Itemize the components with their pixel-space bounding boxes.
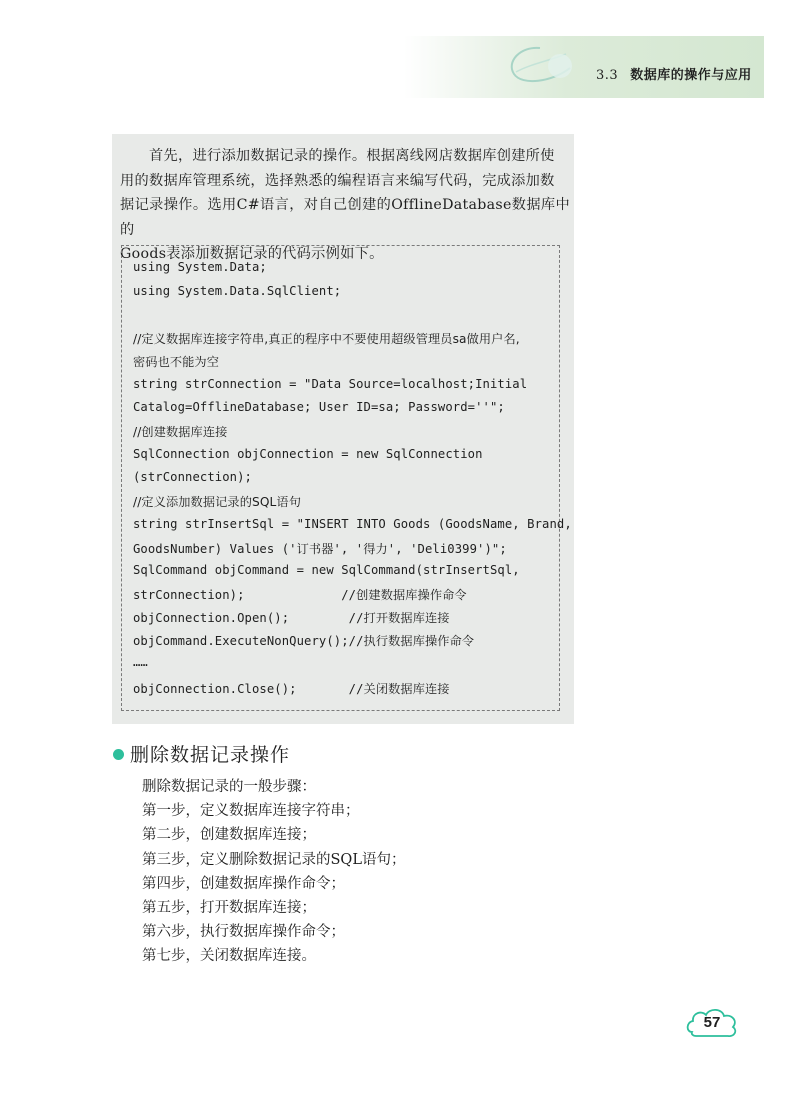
chapter-title xyxy=(596,64,752,83)
step-item: 第三步，定义删除数据记录的SQL语句； xyxy=(142,851,406,868)
step-item: 第六步，执行数据库操作命令； xyxy=(142,924,345,941)
code-comment-line: //定义数据库连接字符串,真正的程序中不要使用超级管理员sa做用户名, xyxy=(133,332,520,346)
code-line: objConnection.Open(); //打开数据库连接 xyxy=(133,611,450,625)
code-line: string strInsertSql = "INSERT INTO Goods (GoodsName, Brand, xyxy=(133,517,572,531)
steps-intro: 删除数据记录的一般步骤： xyxy=(142,779,316,795)
section-title-header: 数据库的操作与应用 xyxy=(630,68,752,83)
step-item: 第七步，关闭数据库连接。 xyxy=(142,948,316,965)
intro-line: 用的数据库管理系统，选择熟悉的编程语言来编写代码，完成添加数 xyxy=(120,172,555,189)
steps-list xyxy=(142,775,405,969)
page-number: 57 xyxy=(703,1014,721,1031)
code-comment-line: //定义添加数据记录的SQL语句 xyxy=(133,495,301,509)
step-item: 第五步，打开数据库连接； xyxy=(142,899,316,916)
code-ellipsis: …… xyxy=(133,655,148,669)
intro-line: Goods表添加数据记录的代码示例如下。 xyxy=(120,246,384,262)
code-line: strConnection); //创建数据库操作命令 xyxy=(133,588,467,602)
code-line: SqlConnection objConnection = new SqlConnection xyxy=(133,447,483,461)
code-line: objConnection.Close(); //关闭数据库连接 xyxy=(133,682,450,696)
intro-line: 首先，进行添加数据记录的操作。根据离线网店数据库创建所使 xyxy=(149,148,555,164)
code-line: objCommand.ExecuteNonQuery();//执行数据库操作命令 xyxy=(133,634,475,648)
section-bullet-icon xyxy=(113,749,124,760)
step-item: 第二步，创建数据库连接； xyxy=(142,827,316,844)
decorative-swirl-icon xyxy=(500,38,580,98)
code-line: GoodsNumber) Values ('订书器', '得力', 'Deli0399')"; xyxy=(133,542,507,556)
step-item: 第四步，创建数据库操作命令； xyxy=(142,875,345,892)
code-comment-line: //创建数据库连接 xyxy=(133,425,228,439)
code-line: Catalog=OfflineDatabase; User ID=sa; Password=''"; xyxy=(133,400,505,414)
code-line: SqlCommand objCommand = new SqlCommand(strInsertSql, xyxy=(133,563,520,577)
code-comment-line: 密码也不能为空 xyxy=(133,355,220,369)
step-item: 第一步，定义数据库连接字符串； xyxy=(142,803,360,820)
code-line: using System.Data; xyxy=(133,260,267,274)
code-line: string strConnection = "Data Source=localhost;Initial xyxy=(133,377,528,391)
section-number: 3.3 xyxy=(596,68,619,83)
intro-line: 据记录操作。选用C#语言，对自己创建的OfflineDatabase数据库中的 xyxy=(120,197,570,238)
code-line: (strConnection); xyxy=(133,470,252,484)
code-line: using System.Data.SqlClient; xyxy=(133,284,342,298)
section-heading: 删除数据记录操作 xyxy=(130,744,291,766)
